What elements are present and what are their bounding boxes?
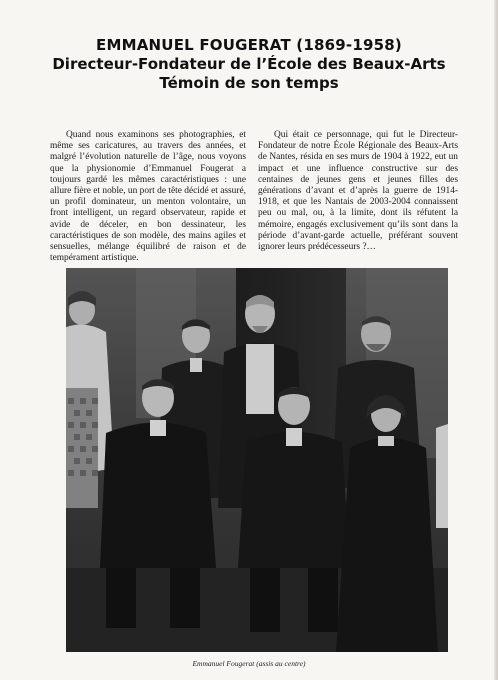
group-photo-illustration bbox=[66, 268, 448, 652]
right-paragraph: Qui était ce personnage, qui fut le Directeur-Fondateur de notre École Régionale des Beaux-Arts de Nantes, résida en ses murs de 1904 à 1922, eut un impact et une influence constructive sur des centaines de jeunes gens et jeunes filles des générations d’avant et d’après la guerre de 1914-1918, et que les Nantais de 2003-2004 connaissent peu ou mal, ou, à la limite, dont ils réfutent la mémoire, engagés exclusivement qu’ils sont dans la période d’avant-garde actuelle, préférant souvent ignorer leurs prédécesseurs ?… bbox=[258, 130, 458, 253]
article-subtitle: Directeur-Fondateur de l’École des Beaux-Arts bbox=[52, 55, 446, 73]
article-title: EMMANUEL FOUGERAT (1869-1958) bbox=[96, 36, 402, 54]
photo-caption: Emmanuel Fougerat (assis au centre) bbox=[192, 659, 306, 668]
article-header bbox=[0, 36, 498, 93]
article-tagline: Témoin de son temps bbox=[159, 74, 339, 92]
group-photograph bbox=[66, 268, 448, 652]
right-column bbox=[258, 130, 458, 253]
left-column bbox=[50, 130, 246, 264]
left-paragraph: Quand nous examinons ses photographies, et même ses caricatures, au travers des années, et malgré l’évolution naturelle de l’âge, nous voyons que la physionomie d’Emmanuel Fougerat a toujours gardé les mêmes caractéristiques : une allure fière et noble, un port de tête décidé et assuré, un profil dominateur, un menton volontaire, un front intelligent, un regard observateur, rapide et avide de déceler, en bon dessinateur, les caractéristiques de son modèle, des mains agiles et sensuelles, mélange équilibré de raison et de tempérament artistique. bbox=[50, 130, 246, 264]
page-edge bbox=[494, 0, 498, 680]
